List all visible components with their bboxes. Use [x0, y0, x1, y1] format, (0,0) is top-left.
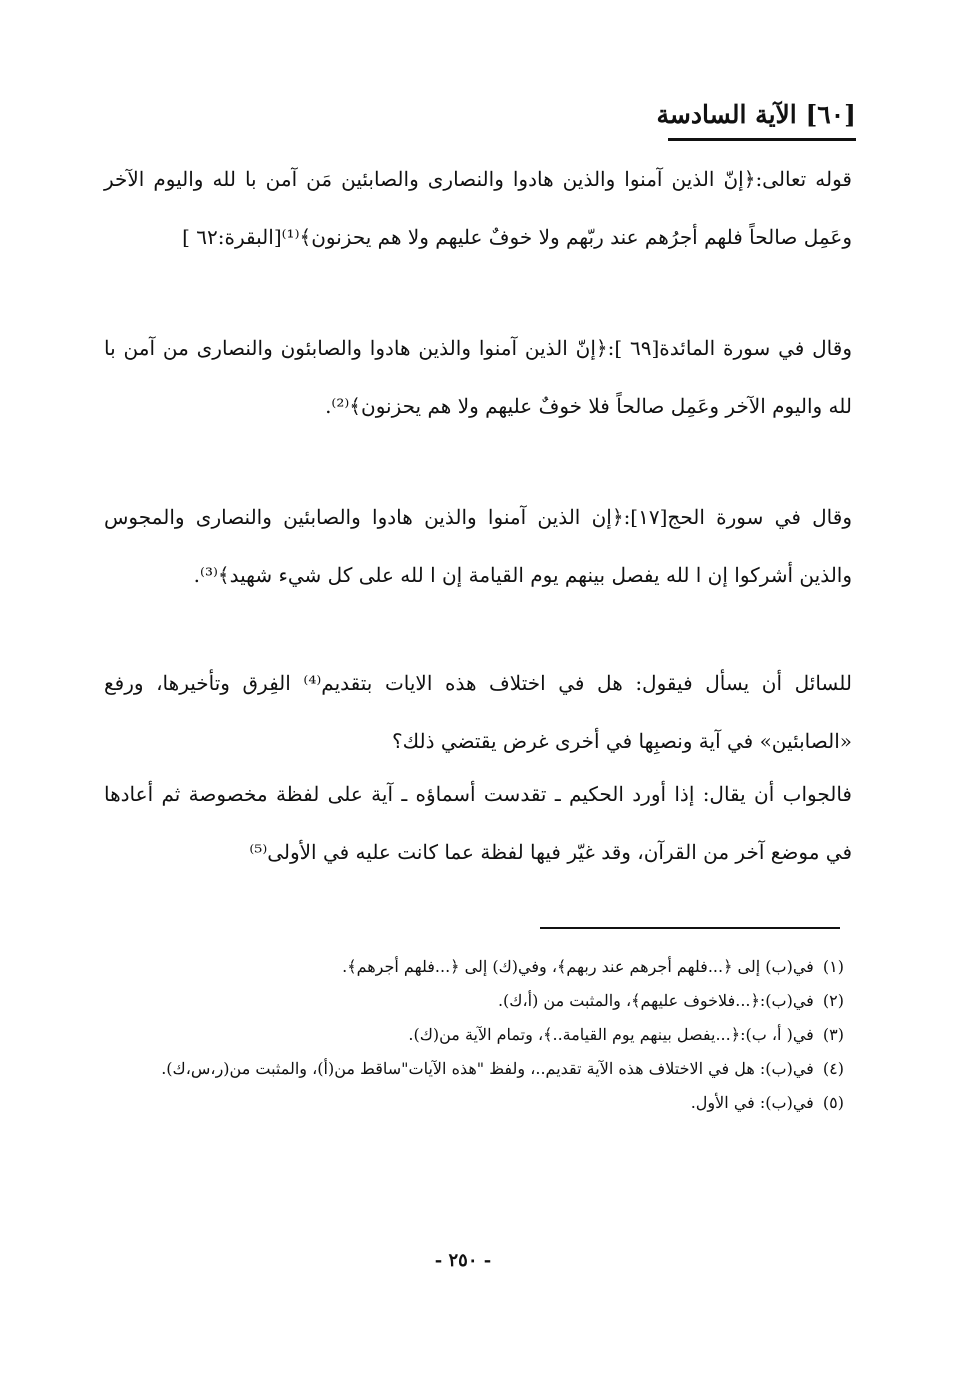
footnote-text: في(ب): هل في الاختلاف هذه الآية تقديم..، ولفظ "هذه الآيات"ساقط من(أ)، والمثبت من(ر،س،ك).: [161, 1059, 814, 1078]
paragraph-answer: فالجواب أن يقال: إذا أورد الحكيم ـ تقدست أسماؤه ـ آية على لفظة مخصوصة ثم أعادها في موضع آخر من القرآن، وقد غيّر فيها لفظة عما كانت عليه في الأولى⁽⁵⁾: [104, 782, 852, 864]
footnote-5: [106, 1086, 844, 1120]
paragraph-verse-baqarah: قوله تعالى:﴿إنّ الذين آمنوا والذين هادوا والنصارى والصابئين مَن آمن با لله واليوم الآخر وعَمِل صالحاً فلهم أجرُهم عند ربّهم ولا خوفٌ عليهم ولا هم يحزنون﴾⁽¹⁾[البقرة:٦٢ ]: [104, 167, 852, 249]
section-heading: [٦٠] الآية السادسة: [656, 100, 856, 129]
footnote-text: في(ب):﴿...فلاخوف عليهم﴾، والمثبت من (أ،ك).: [497, 991, 814, 1010]
footnote-number: (٣): [822, 1025, 844, 1044]
footnote-4: [106, 1052, 844, 1086]
footnote-text: في(ب): في الأول.: [690, 1093, 814, 1112]
footnote-separator: [540, 927, 840, 929]
paragraph-question: للسائل أن يسأل فيقول: هل في اختلاف هذه الايات بتقديم⁽⁴⁾ الفِرق وتأخيرها، ورفع «الصابئين» في آية ونصبِها في أخرى غرض يقتضي ذلك؟: [104, 671, 852, 753]
footnote-number: (٤): [822, 1059, 844, 1078]
page-number: - ٢٥٠ -: [434, 1250, 492, 1271]
paragraph-verse-maidah: وقال في سورة المائدة[٦٩ ]:﴿إنّ الذين آمنوا والذين هادوا والصابئون والنصارى من آمن با لله واليوم الآخر وعَمِل صالحاً فلا خوفٌ عليهم ولا هم يحزنون﴾⁽²⁾.: [104, 336, 852, 418]
paragraph-verse-hajj: وقال في سورة الحج[١٧]:﴿إن الذين آمنوا والذين هادوا والصابئين والنصارى والمجوس والذين أشركوا إن ا لله يفصل بينهم يوم القيامة إن ا لله على كل شيء شهيد﴾⁽³⁾.: [104, 505, 852, 587]
footnotes: [106, 950, 844, 1120]
footnote-1: [106, 950, 844, 984]
footnote-number: (٢): [822, 991, 844, 1010]
footnote-text: في(ب) إلى ﴿...فلهم أجرهم عند ربهم﴾، وفي(ك) إلى ﴿...فلهم أجرهم﴾.: [342, 957, 814, 976]
footnote-text: في( أ، ب):﴿...يفصل بينهم يوم القيامة..﴾، وتمام الآية من(ك).: [408, 1025, 814, 1044]
footnote-number: (١): [822, 957, 844, 976]
heading-underline: [668, 138, 856, 141]
footnote-number: (٥): [822, 1093, 844, 1112]
footnote-2: [106, 984, 844, 1018]
footnote-3: [106, 1018, 844, 1052]
